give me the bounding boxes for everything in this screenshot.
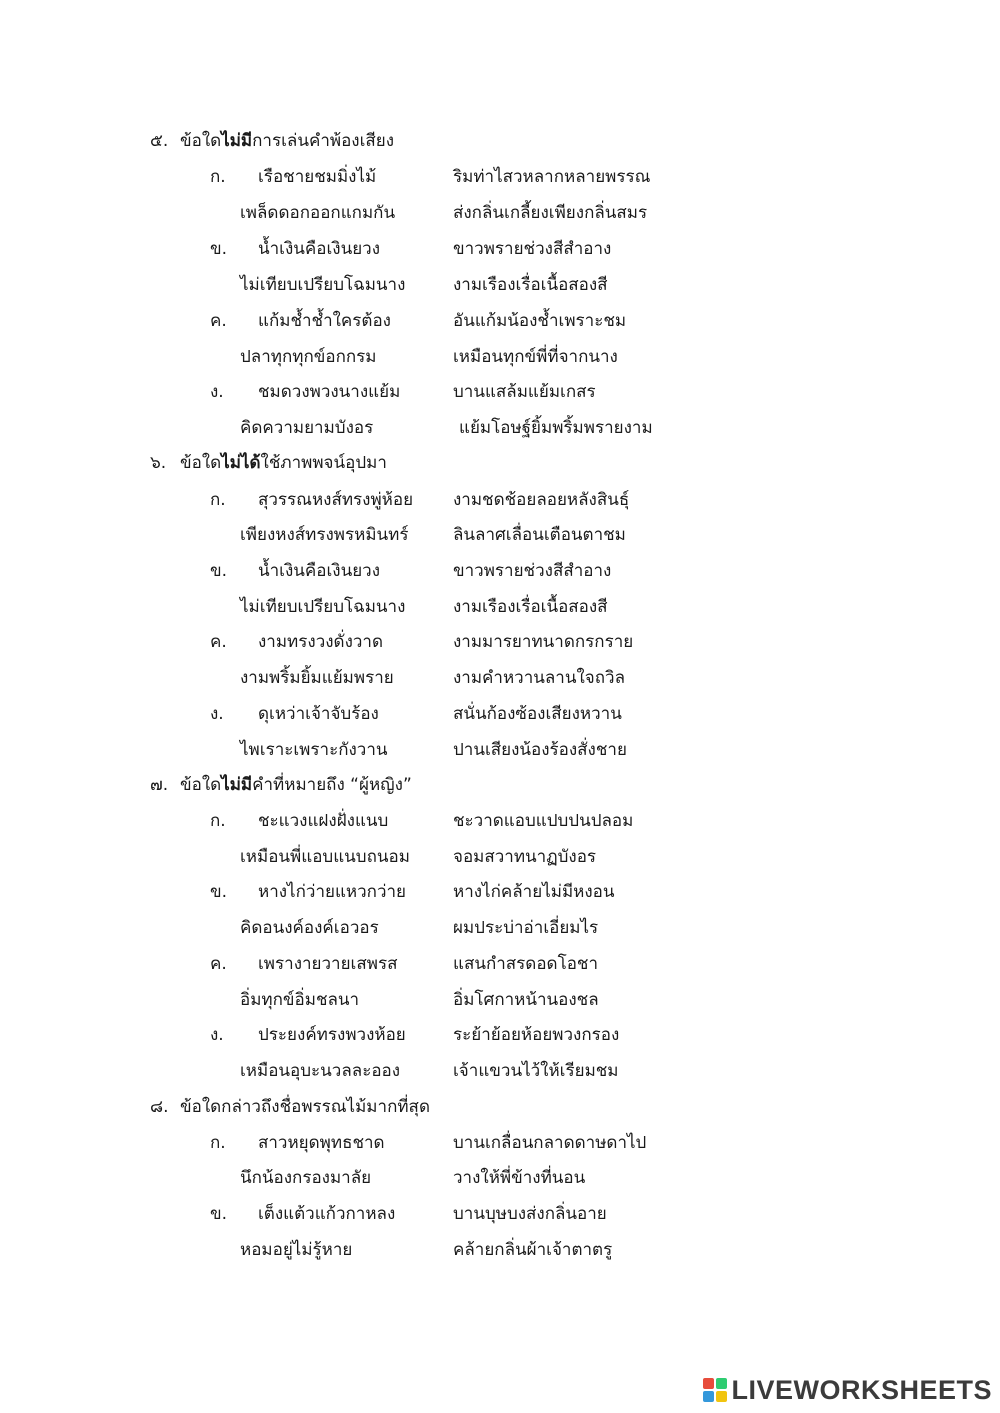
verse-line: ผมประบ่าอ่าเอี่ยมไร <box>453 918 599 938</box>
question-7-heading: ๗. ข้อใดไม่มีคำที่หมายถึง “ผู้หญิง” <box>150 771 412 798</box>
brand-text: LIVEWORKSHEETS <box>731 1374 992 1405</box>
question-number: ๘. <box>150 1097 169 1117</box>
verse-line: นึกน้องกรองมาลัย <box>240 1168 372 1188</box>
choice-letter: ก. <box>210 811 226 831</box>
verse-line: คิดความยามบังอร <box>240 418 374 438</box>
verse-line: แสนกำสรดอดโอชา <box>453 954 599 974</box>
question-number: ๗. <box>150 775 169 795</box>
verse-line: ไม่เทียบเปรียบโฉมนาง <box>240 597 406 617</box>
verse-line: เจ้าแขวนไว้ให้เรียมชม <box>453 1061 619 1081</box>
choice-letter: ง. <box>210 704 224 724</box>
verse-line: เรือชายชมมิ่งไม้ <box>258 167 377 187</box>
verse-line: ดุเหว่าเจ้าจับร้อง <box>258 704 379 724</box>
choice-letter: ข. <box>210 882 228 902</box>
verse-line: ขาวพรายช่วงสีสำอาง <box>453 561 612 581</box>
verse-line: เต็งแต้วแก้วกาหลง <box>258 1204 396 1224</box>
verse-line: ชมดวงพวงนางแย้ม <box>258 382 401 402</box>
verse-line: คิดอนงค์องค์เอวอร <box>240 918 379 938</box>
verse-line: ขาวพรายช่วงสีสำอาง <box>453 239 612 259</box>
choice-letter: ง. <box>210 382 224 402</box>
choice-letter: ข. <box>210 1204 228 1224</box>
question-8-heading: ๘. ข้อใดกล่าวถึงชื่อพรรณไม้มากที่สุด <box>150 1093 430 1120</box>
verse-line: เพล็ดดอกออกแกมกัน <box>240 203 396 223</box>
verse-line: บานแสล้มแย้มเกสร <box>453 382 596 402</box>
verse-line: งามคำหวานลานใจถวิล <box>453 668 625 688</box>
verse-line: แย้มโอษฐ์ยิ้มพริ้มพรายงาม <box>459 418 653 438</box>
verse-line: ระย้าย้อยห้อยพวงกรอง <box>453 1025 620 1045</box>
verse-line: งามชดช้อยลอยหลังสินธุ์ <box>453 490 630 510</box>
verse-line: ปานเสียงน้องร้องสั่งชาย <box>453 740 627 760</box>
verse-line: ลินลาศเลื่อนเตือนตาชม <box>453 525 626 545</box>
choice-letter: ข. <box>210 561 228 581</box>
verse-line: เพียงหงส์ทรงพรหมินทร์ <box>240 525 409 545</box>
verse-line: งามเรืองเรื่อเนื้อสองสี <box>453 275 608 295</box>
question-number: ๖. <box>150 453 167 473</box>
verse-line: เหมือนอุบะนวลละออง <box>240 1061 401 1081</box>
choice-letter: ค. <box>210 311 227 331</box>
verse-line: เพรางายวายเสพรส <box>258 954 398 974</box>
choice-letter: ค. <box>210 632 227 652</box>
verse-line: สาวหยุดพุทธชาด <box>258 1133 385 1153</box>
verse-line: อันแก้มน้องช้ำเพราะชม <box>453 311 627 331</box>
verse-line: หอมอยู่ไม่รู้หาย <box>240 1240 353 1260</box>
verse-line: หางไก่ว่ายแหวกว่าย <box>258 882 407 902</box>
choice-letter: ก. <box>210 490 226 510</box>
verse-line: อิ่มทุกข์อิ่มชลนา <box>240 990 360 1010</box>
question-5-heading: ๕. ข้อใดไม่มีการเล่นคำพ้องเสียง <box>150 127 394 154</box>
verse-line: ริมท่าไสวหลากหลายพรรณ <box>453 167 651 187</box>
verse-line: ไม่เทียบเปรียบโฉมนาง <box>240 275 406 295</box>
verse-line: เหมือนทุกข์พี่ที่จากนาง <box>453 347 618 367</box>
liveworksheets-logo[interactable] <box>703 1371 992 1409</box>
choice-letter: ค. <box>210 954 227 974</box>
verse-line: งามทรงวงดั่งวาด <box>258 632 384 652</box>
choice-letter: ก. <box>210 1133 226 1153</box>
verse-line: หางไก่คล้ายไม่มีหงอน <box>453 882 615 902</box>
verse-line: น้ำเงินคือเงินยวง <box>258 561 381 581</box>
verse-line: ประยงค์ทรงพวงห้อย <box>258 1025 406 1045</box>
verse-line: วางให้พี่ข้างที่นอน <box>453 1168 586 1188</box>
choice-letter: ก. <box>210 167 226 187</box>
verse-line: อิ่มโศกาหน้านองชล <box>453 990 599 1010</box>
brand-mark-icon <box>703 1378 727 1402</box>
verse-line: งามเรืองเรื่อเนื้อสองสี <box>453 597 608 617</box>
verse-line: เหมือนพี่แอบแนบถนอม <box>240 847 410 867</box>
verse-line: แก้มช้ำช้ำใครต้อง <box>258 311 391 331</box>
verse-line: ชะแวงแฝงฝั่งแนบ <box>258 811 389 831</box>
verse-line: คล้ายกลิ่นผ้าเจ้าตาตรู <box>453 1240 613 1260</box>
verse-line: งามมารยาทนาดกรกราย <box>453 632 634 652</box>
verse-line: ปลาทุกทุกข์อกกรม <box>240 347 377 367</box>
verse-line: ส่งกลิ่นเกลี้ยงเพียงกลิ่นสมร <box>453 203 648 223</box>
choice-letter: ข. <box>210 239 228 259</box>
verse-line: บานบุษบงส่งกลิ่นอาย <box>453 1204 607 1224</box>
verse-line: สนั่นก้องซ้องเสียงหวาน <box>453 704 622 724</box>
verse-line: ชะวาดแอบแปบปนปลอม <box>453 811 634 831</box>
choice-letter: ง. <box>210 1025 224 1045</box>
question-number: ๕. <box>150 131 169 151</box>
verse-line: น้ำเงินคือเงินยวง <box>258 239 381 259</box>
question-6-heading: ๖. ข้อใดไม่ได้ใช้ภาพพจน์อุปมา <box>150 449 387 476</box>
verse-line: บานเกลื่อนกลาดดาษดาไป <box>453 1133 647 1153</box>
verse-line: งามพริ้มยิ้มแย้มพราย <box>240 668 394 688</box>
verse-line: จอมสวาทนาฏบังอร <box>453 847 597 867</box>
verse-line: ไพเราะเพราะกังวาน <box>240 740 388 760</box>
verse-line: สุวรรณหงส์ทรงพู่ห้อย <box>258 490 414 510</box>
